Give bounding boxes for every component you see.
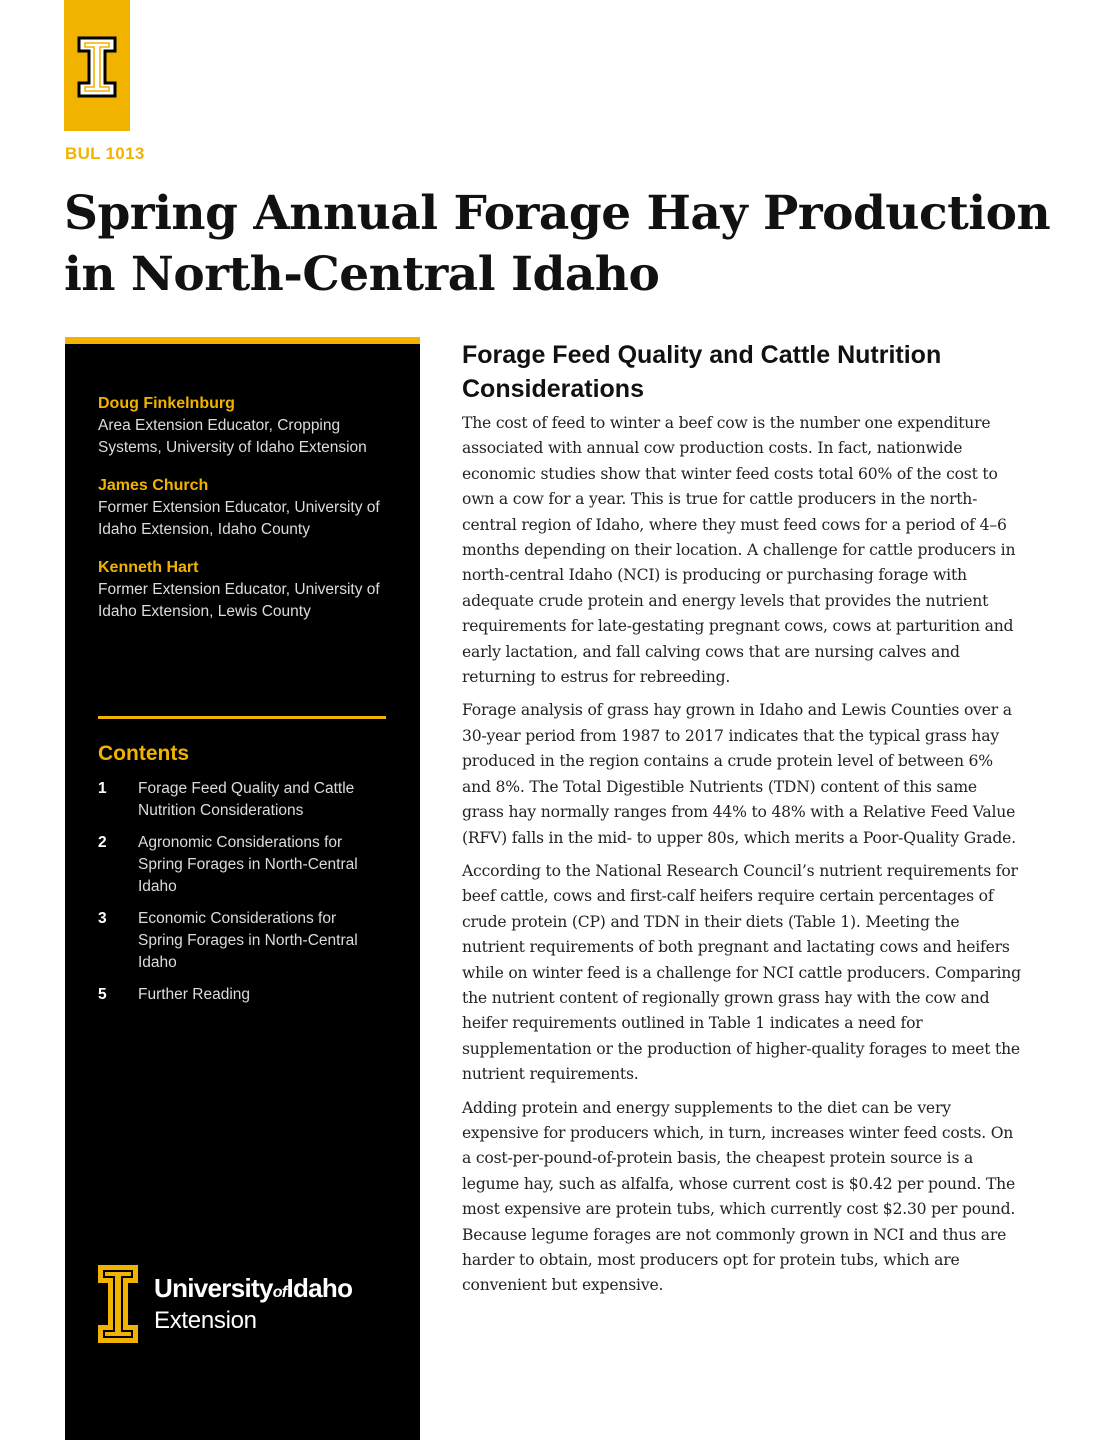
toc-item[interactable] bbox=[98, 778, 398, 822]
sidebar bbox=[65, 337, 420, 1440]
logo-wordmark bbox=[154, 1274, 352, 1335]
body-paragraph: Forage analysis of grass hay grown in Idaho and Lewis Counties over a 30-year period from 1987 to 2017 indicates that the typical grass hay produced in the region contains a crude protein level of between 6% and 8%. The Total Digestible Nutrients (TDN) content of this same grass hay normally ranges from 44% to 48% with a Relative Feed Value (RFV) falls in the mid- to upper 80s, which merits a Poor-Quality Grade. bbox=[462, 701, 1016, 847]
page-title: Spring Annual Forage Hay Production in North-Central Idaho bbox=[64, 186, 1051, 302]
brand-tab bbox=[64, 0, 130, 131]
toc-page-number: 5 bbox=[98, 986, 107, 1003]
toc-page-number: 2 bbox=[98, 834, 107, 851]
toc-label: Further Reading bbox=[138, 986, 251, 1003]
body-paragraph: The cost of feed to winter a beef cow is the number one expenditure associated with annual cow production costs. In fact, nationwide economic studies show that winter feed costs total 60% of the cost to own a cow for a year. This is true for cattle producers in the north-central region of Idaho, where they must feed cows for a period of 4–6 months depending on their location. A challenge for cattle producers in north-central Idaho (NCI) is producing or purchasing forage with adequate crude protein and energy levels that provides the nutrient requirements for late-gestating pregnant cows, cows at parturition and early lactation, and fall calving cows that are nursing calves and returning to estrus for rebreeding. bbox=[462, 414, 1016, 687]
author-name: Kenneth Hart bbox=[98, 559, 199, 576]
main-content bbox=[462, 338, 1022, 1307]
toc-item[interactable] bbox=[98, 832, 398, 898]
author-block bbox=[98, 475, 408, 541]
toc-item[interactable] bbox=[98, 908, 398, 974]
university-i-icon bbox=[77, 36, 117, 98]
author-role: Area Extension Educator, Cropping Systems, University of Idaho Extension bbox=[98, 417, 367, 456]
logo-word-idaho: Idaho bbox=[286, 1272, 353, 1303]
author-role: Former Extension Educator, University of Idaho Extension, Lewis County bbox=[98, 581, 380, 620]
bulletin-number: BUL 1013 bbox=[65, 144, 145, 163]
contents-heading: Contents bbox=[98, 742, 189, 765]
toc-page-number: 1 bbox=[98, 780, 107, 797]
logo-word-of: of bbox=[272, 1283, 287, 1301]
author-role: Former Extension Educator, University of Idaho Extension, Idaho County bbox=[98, 499, 380, 538]
body-paragraph: Adding protein and energy supplements to the diet can be very expensive for producers which, in turn, increases winter feed costs. On a cost-per-pound-of-protein basis, the cheapest protein source is a legume hay, such as alfalfa, whose current cost is $0.42 per pound. The most expensive are protein tubs, which currently cost $2.30 per pound. Because legume forages are not commonly grown in NCI and thus are harder to obtain, most producers opt for protein tubs, which are convenient but expensive. bbox=[462, 1098, 1016, 1295]
section-heading: Forage Feed Quality and Cattle Nutrition Considerations bbox=[462, 341, 942, 403]
logo-word-university: University bbox=[154, 1272, 273, 1303]
toc-page-number: 3 bbox=[98, 910, 107, 927]
table-of-contents bbox=[98, 778, 398, 1016]
divider bbox=[98, 716, 386, 719]
toc-label: Forage Feed Quality and Cattle Nutrition Considerations bbox=[138, 780, 355, 819]
logo-word-extension: Extension bbox=[154, 1306, 257, 1334]
toc-item[interactable] bbox=[98, 984, 398, 1006]
toc-label: Agronomic Considerations for Spring Forages in North-Central Idaho bbox=[138, 834, 358, 895]
university-i-icon bbox=[97, 1264, 139, 1344]
author-name: James Church bbox=[98, 477, 209, 494]
author-block bbox=[98, 557, 408, 623]
university-logo bbox=[97, 1264, 352, 1344]
author-name: Doug Finkelnburg bbox=[98, 395, 235, 412]
author-block bbox=[98, 393, 408, 459]
body-paragraph: According to the National Research Council’s nutrient requirements for beef cattle, cows and first-calf heifers require certain percentages of crude protein (CP) and TDN in their diets (Table 1). Meeting the nutrient requirements of both pregnant and lactating cows and heifers while on winter feed is a challenge for NCI cattle producers. Comparing the nutrient content of regionally grown grass hay with the cow and heifer requirements outlined in Table 1 indicates a need for supplementation or the production of higher-quality forages to meet the nutrient requirements. bbox=[462, 861, 1021, 1084]
toc-label: Economic Considerations for Spring Forages in North-Central Idaho bbox=[138, 910, 358, 971]
